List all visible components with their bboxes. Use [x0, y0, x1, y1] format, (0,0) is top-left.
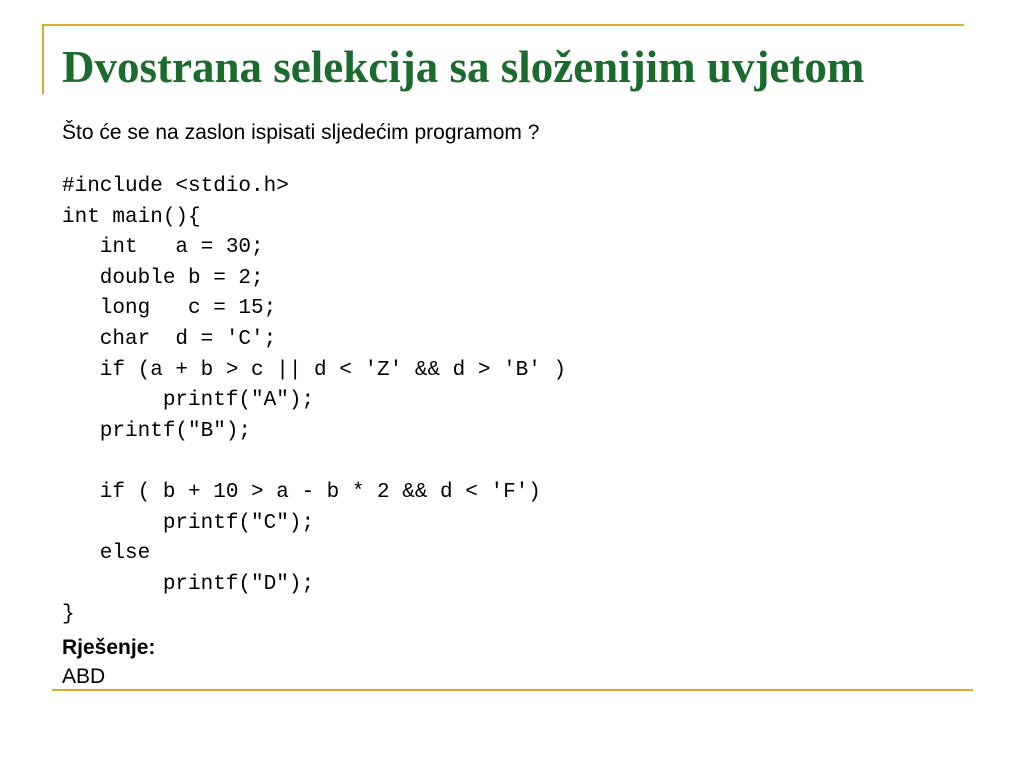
code-line: } — [62, 603, 75, 627]
code-line: printf("C"); — [62, 511, 315, 535]
code-line: if (a + b > c || d < 'Z' && d > 'B' ) — [62, 358, 567, 382]
code-line: #include <stdio.h> — [62, 175, 289, 198]
code-block — [62, 172, 566, 631]
code-line: int a = 30; — [62, 236, 264, 260]
top-accent-rule — [42, 24, 964, 26]
bottom-accent-rule — [52, 689, 973, 691]
code-line: long c = 15; — [62, 297, 277, 321]
code-line: printf("D"); — [62, 572, 315, 596]
code-line: if ( b + 10 > a - b * 2 && d < 'F') — [62, 480, 541, 504]
solution-value: ABD — [62, 665, 106, 688]
slide-title: Dvostrana selekcija sa složenijim uvjetom — [62, 42, 865, 92]
left-accent-rule — [42, 24, 44, 94]
code-line: double b = 2; — [62, 266, 264, 290]
solution-label: Rješenje: — [62, 636, 156, 659]
code-line: int main(){ — [62, 205, 201, 229]
question-text: Što će se na zaslon ispisati sljedećim programom ? — [62, 121, 540, 144]
code-line: printf("B"); — [62, 419, 252, 443]
code-line-blank — [62, 447, 566, 478]
code-line: else — [62, 542, 151, 566]
code-line: printf("A"); — [62, 389, 315, 413]
code-line: char d = 'C'; — [62, 327, 277, 351]
